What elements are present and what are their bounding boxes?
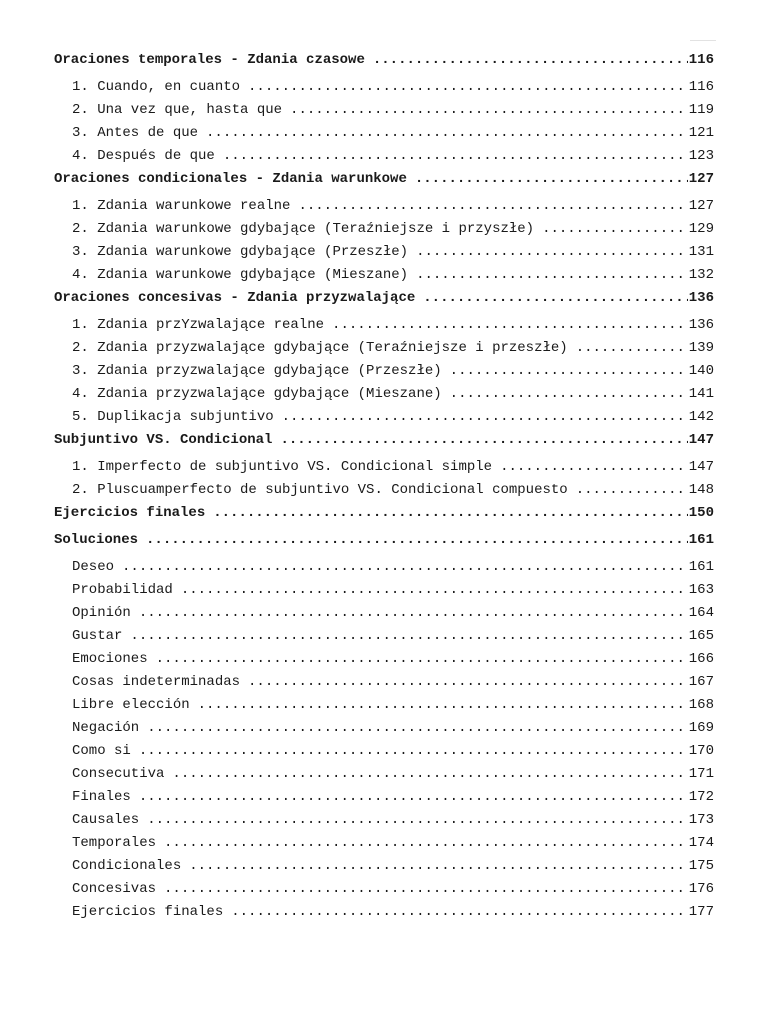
toc-entry-title: 1. Zdania przYzwalające realne	[72, 317, 325, 333]
toc-item-entry[interactable]	[72, 787, 714, 807]
toc-dot-leader	[181, 580, 688, 600]
toc-page-number: 163	[688, 582, 714, 598]
toc-dot-leader	[416, 242, 688, 262]
toc-entry-title: Condicionales	[72, 858, 182, 874]
toc-dot-leader	[164, 833, 688, 853]
toc-entry-title: Ejercicios finales	[54, 505, 206, 521]
toc-entry-title: 2. Zdania warunkowe gdybające (Teraźniejsze i przyszłe)	[72, 221, 535, 237]
header-rule	[690, 40, 716, 41]
toc-page-number: 161	[688, 559, 714, 575]
toc-page-number: 170	[688, 743, 714, 759]
toc-dot-leader	[139, 603, 688, 623]
toc-section-entry[interactable]	[54, 288, 714, 308]
toc-item-entry[interactable]	[72, 741, 714, 761]
toc-dot-leader	[146, 530, 688, 550]
toc-entry-title: Ejercicios finales	[72, 904, 224, 920]
toc-item-entry[interactable]	[72, 580, 714, 600]
toc-dot-leader	[282, 407, 688, 427]
toc-entry-title: Temporales	[72, 835, 157, 851]
toc-section-entry[interactable]	[54, 503, 714, 523]
toc-page-number: 116	[688, 79, 714, 95]
toc-item-entry[interactable]	[72, 146, 714, 166]
toc-entry-title: Oraciones temporales - Zdania czasowe	[54, 52, 365, 68]
toc-item-entry[interactable]	[72, 603, 714, 623]
toc-page-number: 168	[688, 697, 714, 713]
toc-dot-leader	[542, 219, 688, 239]
toc-item-entry[interactable]	[72, 361, 714, 381]
toc-entry-title: 5. Duplikacja subjuntivo	[72, 409, 274, 425]
toc-dot-leader	[290, 100, 688, 120]
toc-page-number: 127	[688, 198, 714, 214]
toc-page-number: 147	[688, 432, 714, 448]
toc-dot-leader	[223, 146, 688, 166]
toc-entry-title: 2. Pluscuamperfecto de subjuntivo VS. Condicional compuesto	[72, 482, 568, 498]
toc-dot-leader	[332, 315, 688, 335]
toc-page-number: 165	[688, 628, 714, 644]
toc-entry-title: Concesivas	[72, 881, 157, 897]
toc-dot-leader	[373, 50, 688, 70]
toc-dot-leader	[164, 879, 688, 899]
toc-dot-leader	[415, 169, 688, 189]
toc-dot-leader	[231, 902, 688, 922]
toc-item-entry[interactable]	[72, 879, 714, 899]
toc-page-number: 136	[688, 290, 714, 306]
toc-page-number: 175	[688, 858, 714, 874]
toc-page-number: 139	[688, 340, 714, 356]
toc-item-entry[interactable]	[72, 219, 714, 239]
toc-dot-leader	[248, 672, 688, 692]
toc-item-entry[interactable]	[72, 265, 714, 285]
toc-item-entry[interactable]	[72, 649, 714, 669]
toc-page-number: 121	[688, 125, 714, 141]
toc-item-entry[interactable]	[72, 902, 714, 922]
toc-page-number: 169	[688, 720, 714, 736]
toc-dot-leader	[139, 741, 688, 761]
toc-entry-title: Causales	[72, 812, 140, 828]
toc-entry-title: 4. Zdania warunkowe gdybające (Mieszane)	[72, 267, 409, 283]
toc-entry-title: Soluciones	[54, 532, 139, 548]
toc-page-number: 148	[688, 482, 714, 498]
toc-item-entry[interactable]	[72, 77, 714, 97]
toc-entry-title: 2. Una vez que, hasta que	[72, 102, 283, 118]
toc-item-entry[interactable]	[72, 100, 714, 120]
toc-page-number: 127	[688, 171, 714, 187]
toc-item-entry[interactable]	[72, 315, 714, 335]
toc-page-number: 176	[688, 881, 714, 897]
toc-page-number: 173	[688, 812, 714, 828]
toc-section-entry[interactable]	[54, 530, 714, 550]
toc-page-number: 172	[688, 789, 714, 805]
toc-page-number: 164	[688, 605, 714, 621]
toc-entry-title: 4. Zdania przyzwalające gdybające (Mieszane)	[72, 386, 442, 402]
toc-entry-title: 3. Antes de que	[72, 125, 199, 141]
toc-dot-leader	[500, 457, 688, 477]
toc-entry-title: Oraciones condicionales - Zdania warunkowe	[54, 171, 407, 187]
toc-item-entry[interactable]	[72, 810, 714, 830]
toc-entry-title: Subjuntivo VS. Condicional	[54, 432, 273, 448]
toc-item-entry[interactable]	[72, 338, 714, 358]
toc-entry-title: Opinión	[72, 605, 131, 621]
toc-item-entry[interactable]	[72, 123, 714, 143]
toc-section-entry[interactable]	[54, 50, 714, 70]
toc-page-number: 147	[688, 459, 714, 475]
toc-section-entry[interactable]	[54, 169, 714, 189]
toc-dot-leader	[189, 856, 688, 876]
toc-entry-title: Libre elección	[72, 697, 190, 713]
toc-entry-title: Como si	[72, 743, 131, 759]
toc-dot-leader	[147, 810, 688, 830]
toc-dot-leader	[248, 77, 688, 97]
toc-dot-leader	[280, 430, 687, 450]
toc-item-entry[interactable]	[72, 695, 714, 715]
toc-item-entry[interactable]	[72, 457, 714, 477]
toc-dot-leader	[198, 695, 688, 715]
toc-entry-title: 4. Después de que	[72, 148, 215, 164]
toc-page-number: 142	[688, 409, 714, 425]
toc-entry-title: Cosas indeterminadas	[72, 674, 241, 690]
toc-entry-title: 1. Cuando, en cuanto	[72, 79, 241, 95]
toc-item-entry[interactable]	[72, 833, 714, 853]
toc-page-number: 131	[688, 244, 714, 260]
toc-item-entry[interactable]	[72, 764, 714, 784]
toc-item-entry[interactable]	[72, 480, 714, 500]
toc-page-number: 129	[688, 221, 714, 237]
toc-dot-leader	[450, 361, 688, 381]
toc-dot-leader	[172, 764, 687, 784]
toc-item-entry[interactable]	[72, 242, 714, 262]
toc-item-entry[interactable]	[72, 407, 714, 427]
toc-page-number: 150	[688, 505, 714, 521]
toc-dot-leader	[423, 288, 688, 308]
toc-dot-leader	[122, 557, 688, 577]
toc-page-number: 177	[688, 904, 714, 920]
toc-item-entry[interactable]	[72, 856, 714, 876]
toc-dot-leader	[213, 503, 688, 523]
toc-item-entry[interactable]	[72, 557, 714, 577]
toc-item-entry[interactable]	[72, 384, 714, 404]
toc-entry-title: Gustar	[72, 628, 123, 644]
toc-page-number: 132	[688, 267, 714, 283]
toc-dot-leader	[298, 196, 687, 216]
toc-dot-leader	[576, 338, 688, 358]
toc-entry-title: 1. Zdania warunkowe realne	[72, 198, 291, 214]
toc-item-entry[interactable]	[72, 196, 714, 216]
toc-page-number: 167	[688, 674, 714, 690]
toc-page-number: 174	[688, 835, 714, 851]
toc-entry-title: Probabilidad	[72, 582, 173, 598]
toc-page-number: 166	[688, 651, 714, 667]
toc-dot-leader	[156, 649, 688, 669]
toc-entry-title: Emociones	[72, 651, 148, 667]
toc-dot-leader	[450, 384, 688, 404]
toc-page-number: 171	[688, 766, 714, 782]
toc-entry-title: 3. Zdania przyzwalające gdybające (Przeszłe)	[72, 363, 442, 379]
toc-page-number: 140	[688, 363, 714, 379]
toc-dot-leader	[576, 480, 688, 500]
toc-page-number: 123	[688, 148, 714, 164]
toc-entry-title: 2. Zdania przyzwalające gdybające (Teraźniejsze i przeszłe)	[72, 340, 568, 356]
toc-entry-title: Oraciones concesivas - Zdania przyzwalające	[54, 290, 416, 306]
toc-dot-leader	[147, 718, 688, 738]
toc-page-number: 136	[688, 317, 714, 333]
toc-entry-title: 1. Imperfecto de subjuntivo VS. Condicional simple	[72, 459, 493, 475]
toc-dot-leader	[130, 626, 687, 646]
toc-dot-leader	[206, 123, 688, 143]
toc-dot-leader	[139, 787, 688, 807]
toc-item-entry[interactable]	[72, 626, 714, 646]
toc-item-entry[interactable]	[72, 672, 714, 692]
toc-page-number: 119	[688, 102, 714, 118]
toc-entry-title: Negación	[72, 720, 140, 736]
toc-page-number: 141	[688, 386, 714, 402]
toc-page-number: 116	[688, 52, 714, 68]
toc-entry-title: Consecutiva	[72, 766, 165, 782]
toc-entry-title: Deseo	[72, 559, 115, 575]
toc-dot-leader	[416, 265, 688, 285]
toc-item-entry[interactable]	[72, 718, 714, 738]
toc-entry-title: 3. Zdania warunkowe gdybające (Przeszłe)	[72, 244, 409, 260]
toc-section-entry[interactable]	[54, 430, 714, 450]
toc-page-number: 161	[688, 532, 714, 548]
toc-entry-title: Finales	[72, 789, 131, 805]
